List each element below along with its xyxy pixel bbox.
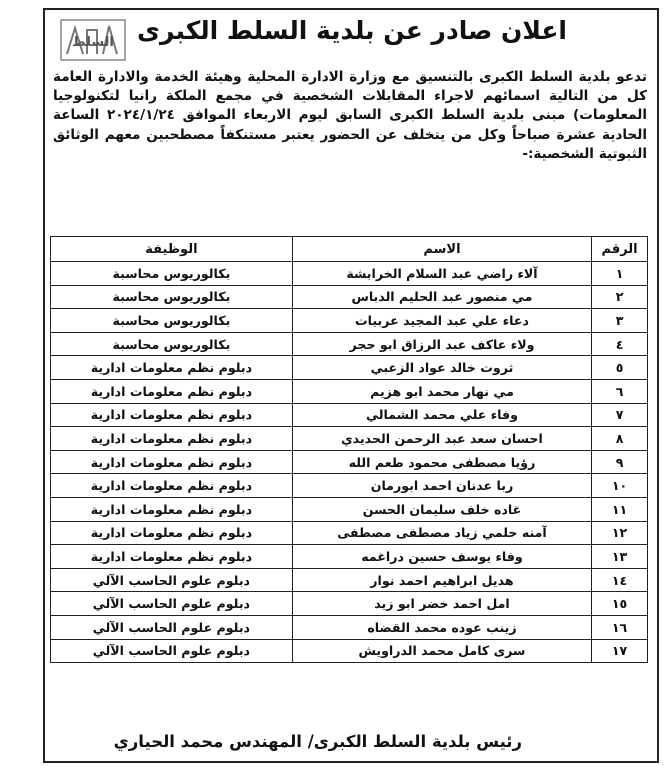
table-row: [51, 332, 648, 356]
table-header-row: [51, 237, 648, 262]
cell-job: بكالوريوس محاسبة: [51, 332, 293, 356]
signature-line: رئيس بلدية السلط الكبرى/ المهندس محمد الحياري: [113, 732, 522, 751]
cell-num: ١٢: [592, 521, 648, 545]
cell-name: ربا عدنان احمد ابورمان: [292, 474, 591, 498]
cell-job: بكالوريوس محاسبة: [51, 262, 293, 286]
cell-name: مي نهار محمد ابو هزيم: [292, 379, 591, 403]
header-num: الرقم: [592, 237, 648, 262]
cell-job: دبلوم نظم معلومات ادارية: [51, 474, 293, 498]
cell-num: ١٠: [592, 474, 648, 498]
table-row: [51, 592, 648, 616]
table-row: [51, 285, 648, 309]
header-name: الاسم: [292, 237, 591, 262]
cell-job: بكالوريوس محاسبة: [51, 285, 293, 309]
cell-num: ١٧: [592, 639, 648, 663]
logo-text: السلط: [72, 35, 114, 50]
announcement-frame: [43, 8, 659, 763]
table-row: [51, 379, 648, 403]
table-row: [51, 615, 648, 639]
table-row: [51, 403, 648, 427]
cell-num: ٤: [592, 332, 648, 356]
cell-num: ٥: [592, 356, 648, 380]
cell-job: دبلوم نظم معلومات ادارية: [51, 356, 293, 380]
cell-name: غاده خلف سليمان الحسن: [292, 497, 591, 521]
table-row: [51, 545, 648, 569]
cell-name: آلاء راضي عبد السلام الخرابشة: [292, 262, 591, 286]
header-job: الوظيفة: [51, 237, 293, 262]
table-row: [51, 427, 648, 451]
table-row: [51, 568, 648, 592]
cell-name: هديل ابراهيم احمد نوار: [292, 568, 591, 592]
cell-job: دبلوم نظم معلومات ادارية: [51, 545, 293, 569]
table-row: [51, 521, 648, 545]
cell-name: احسان سعد عبد الرحمن الحديدي: [292, 427, 591, 451]
cell-job: دبلوم نظم معلومات ادارية: [51, 379, 293, 403]
cell-job: دبلوم نظم معلومات ادارية: [51, 497, 293, 521]
announcement-body: تدعو بلدية السلط الكبرى بالتنسيق مع وزارة الادارة المحلية وهيئة الخدمة والادارة العامة كل من التالية اسمائهم لاجراء المقابلات الشخصية في مجمع الملكة رانيا لتكنولوجيا المعلومات) مبنى بلدية السلط الكبرى السابق ليوم الاربعاء الموافق ٢٠٢٤/١/٢٤ الساعة الحادية عشرة صباحاً وكل من يتخلف عن الحضور يعتبر مستنكفاً مصطحبين معهم الوثائق الثبوتية الشخصية:-: [53, 69, 648, 162]
cell-job: دبلوم علوم الحاسب الآلي: [51, 568, 293, 592]
cell-name: رؤيا مصطفى محمود طعم الله: [292, 450, 591, 474]
cell-job: دبلوم نظم معلومات ادارية: [51, 521, 293, 545]
table-row: [51, 262, 648, 286]
cell-name: ثروت خالد عواد الزعبي: [292, 356, 591, 380]
cell-name: آمنه حلمي زياد مصطفى مصطفى: [292, 521, 591, 545]
cell-name: سرى كامل محمد الدراويش: [292, 639, 591, 663]
cell-job: بكالوريوس محاسبة: [51, 309, 293, 333]
table-row: [51, 309, 648, 333]
cell-num: ١٤: [592, 568, 648, 592]
table-row: [51, 356, 648, 380]
cell-job: دبلوم نظم معلومات ادارية: [51, 403, 293, 427]
cell-name: وفاء علي محمد الشمالي: [292, 403, 591, 427]
page-title: اعلان صادر عن بلدية السلط الكبرى: [137, 16, 567, 45]
cell-name: ولاء عاكف عبد الرزاق ابو حجر: [292, 332, 591, 356]
cell-num: ٢: [592, 285, 648, 309]
cell-job: دبلوم علوم الحاسب الآلي: [51, 592, 293, 616]
cell-num: ١٣: [592, 545, 648, 569]
table-row: [51, 450, 648, 474]
cell-num: ١٥: [592, 592, 648, 616]
cell-num: ٩: [592, 450, 648, 474]
cell-name: زينب عوده محمد القضاه: [292, 615, 591, 639]
cell-job: دبلوم علوم الحاسب الآلي: [51, 639, 293, 663]
cell-name: دعاء علي عبد المجيد عربيات: [292, 309, 591, 333]
table-row: [51, 474, 648, 498]
table-row: [51, 639, 648, 663]
cell-name: مي منصور عبد الحليم الدباس: [292, 285, 591, 309]
cell-num: ٨: [592, 427, 648, 451]
cell-num: ٧: [592, 403, 648, 427]
cell-num: ١٦: [592, 615, 648, 639]
cell-num: ٦: [592, 379, 648, 403]
candidates-table: [50, 236, 648, 663]
cell-job: دبلوم نظم معلومات ادارية: [51, 450, 293, 474]
cell-job: دبلوم علوم الحاسب الآلي: [51, 615, 293, 639]
table-row: [51, 497, 648, 521]
cell-num: ٣: [592, 309, 648, 333]
cell-job: دبلوم نظم معلومات ادارية: [51, 427, 293, 451]
cell-num: ١١: [592, 497, 648, 521]
cell-name: وفاء يوسف حسين دراغمه: [292, 545, 591, 569]
cell-name: امل احمد خضر ابو زيد: [292, 592, 591, 616]
municipality-logo-icon: [57, 16, 129, 64]
cell-num: ١: [592, 262, 648, 286]
